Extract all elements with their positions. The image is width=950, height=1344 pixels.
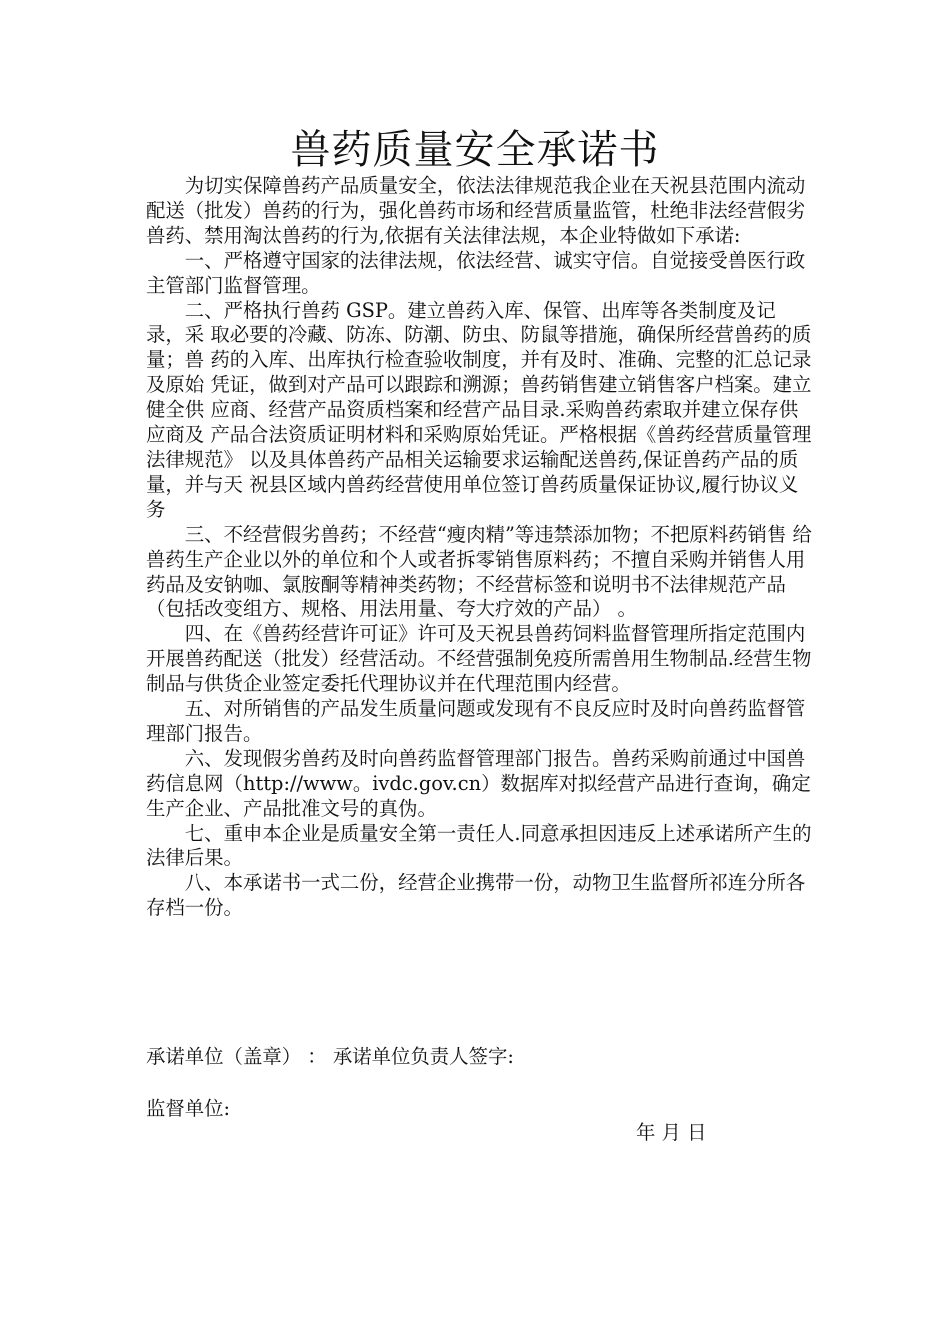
clause-8: 八、本承诺书一式二份，经营企业携带一份，动物卫生监督所祁连分所各存档一份。 bbox=[146, 871, 806, 920]
clause-5: 五、对所销售的产品发生质量问题或发现有不良反应时及时向兽药监督管理部门报告。 bbox=[146, 697, 806, 745]
supervisor-line: 监督单位: bbox=[146, 1097, 231, 1120]
clause-7: 七、重申本企业是质量安全第一责任人.同意承担因违反上述承诺所产生的法律后果。 bbox=[146, 821, 812, 870]
clause-1: 一、严格遵守国家的法律法规，依法经营、诚实守信。自觉接受兽医行政主管部门监督管理。 bbox=[146, 248, 806, 297]
date-line: 年 月 日 bbox=[636, 1121, 707, 1144]
intro-paragraph: 为切实保障兽药产品质量安全，依法法律规范我企业在天祝县范围内流动配送（批发）兽药的行为，强化兽药市场和经营质量监管，杜绝非法经营假劣兽药、禁用淘汰兽药的行为,依据有关法律法规，本企业特做如下承诺: bbox=[146, 174, 806, 247]
clause-2: 二、严格执行兽药 GSP。建立兽药入库、保管、出库等各类制度及记录，采 取必要的冷藏、防冻、防潮、防虫、防鼠等措施，确保所经营兽药的质量；兽 药的入库、出库执行检查验收制度，并有及时、准确、完整的汇总记录及原始 凭证，做到对产品可以跟踪和溯源；兽药销售建立销售客户档案。建立健全供 应商、经营产品资质档案和经营产品目录.采购兽药索取并建立保存供应商及 产品合法资质证明材料和采购原始凭证。严格根据《兽药经营质量管理法律规范》 以及具体兽药产品相关运输要求运输配送兽药,保证兽药产品的质量，并与天 祝县区域内兽药经营使用单位签订兽药质量保证协议,履行协议义务 bbox=[146, 298, 812, 521]
document-body bbox=[146, 174, 814, 921]
document-title: 兽药质量安全承诺书 bbox=[290, 127, 660, 173]
signature-line: 承诺单位（盖章） ： 承诺单位负责人签字: bbox=[146, 1045, 514, 1068]
clause-6: 六、发现假劣兽药及时向兽药监督管理部门报告。兽药采购前通过中国兽 药信息网（http://www。ivdc.gov.cn）数据库对拟经营产品进行查询，确定生产企业、产品批准文号的真伪。 bbox=[146, 746, 811, 820]
clause-4: 四、在《兽药经营许可证》许可及天祝县兽药饲料监督管理所指定范围内开展兽药配送（批发）经营活动。不经营强制免疫所需兽用生物制品.经营生物制品与供货企业签定委托代理协议并在代理范围内经营。 bbox=[146, 622, 812, 696]
clause-3: 三、不经营假劣兽药；不经营“瘦肉精”等违禁添加物；不把原料药销售 给兽药生产企业以外的单位和个人或者拆零销售原料药；不擅自采购并销售人用药品及安钠咖、氯胺酮等精神类药物；不经营标签和说明书不法律规范产品（包括改变组方、规格、用法用量、夸大疗效的产品） 。 bbox=[146, 522, 812, 621]
